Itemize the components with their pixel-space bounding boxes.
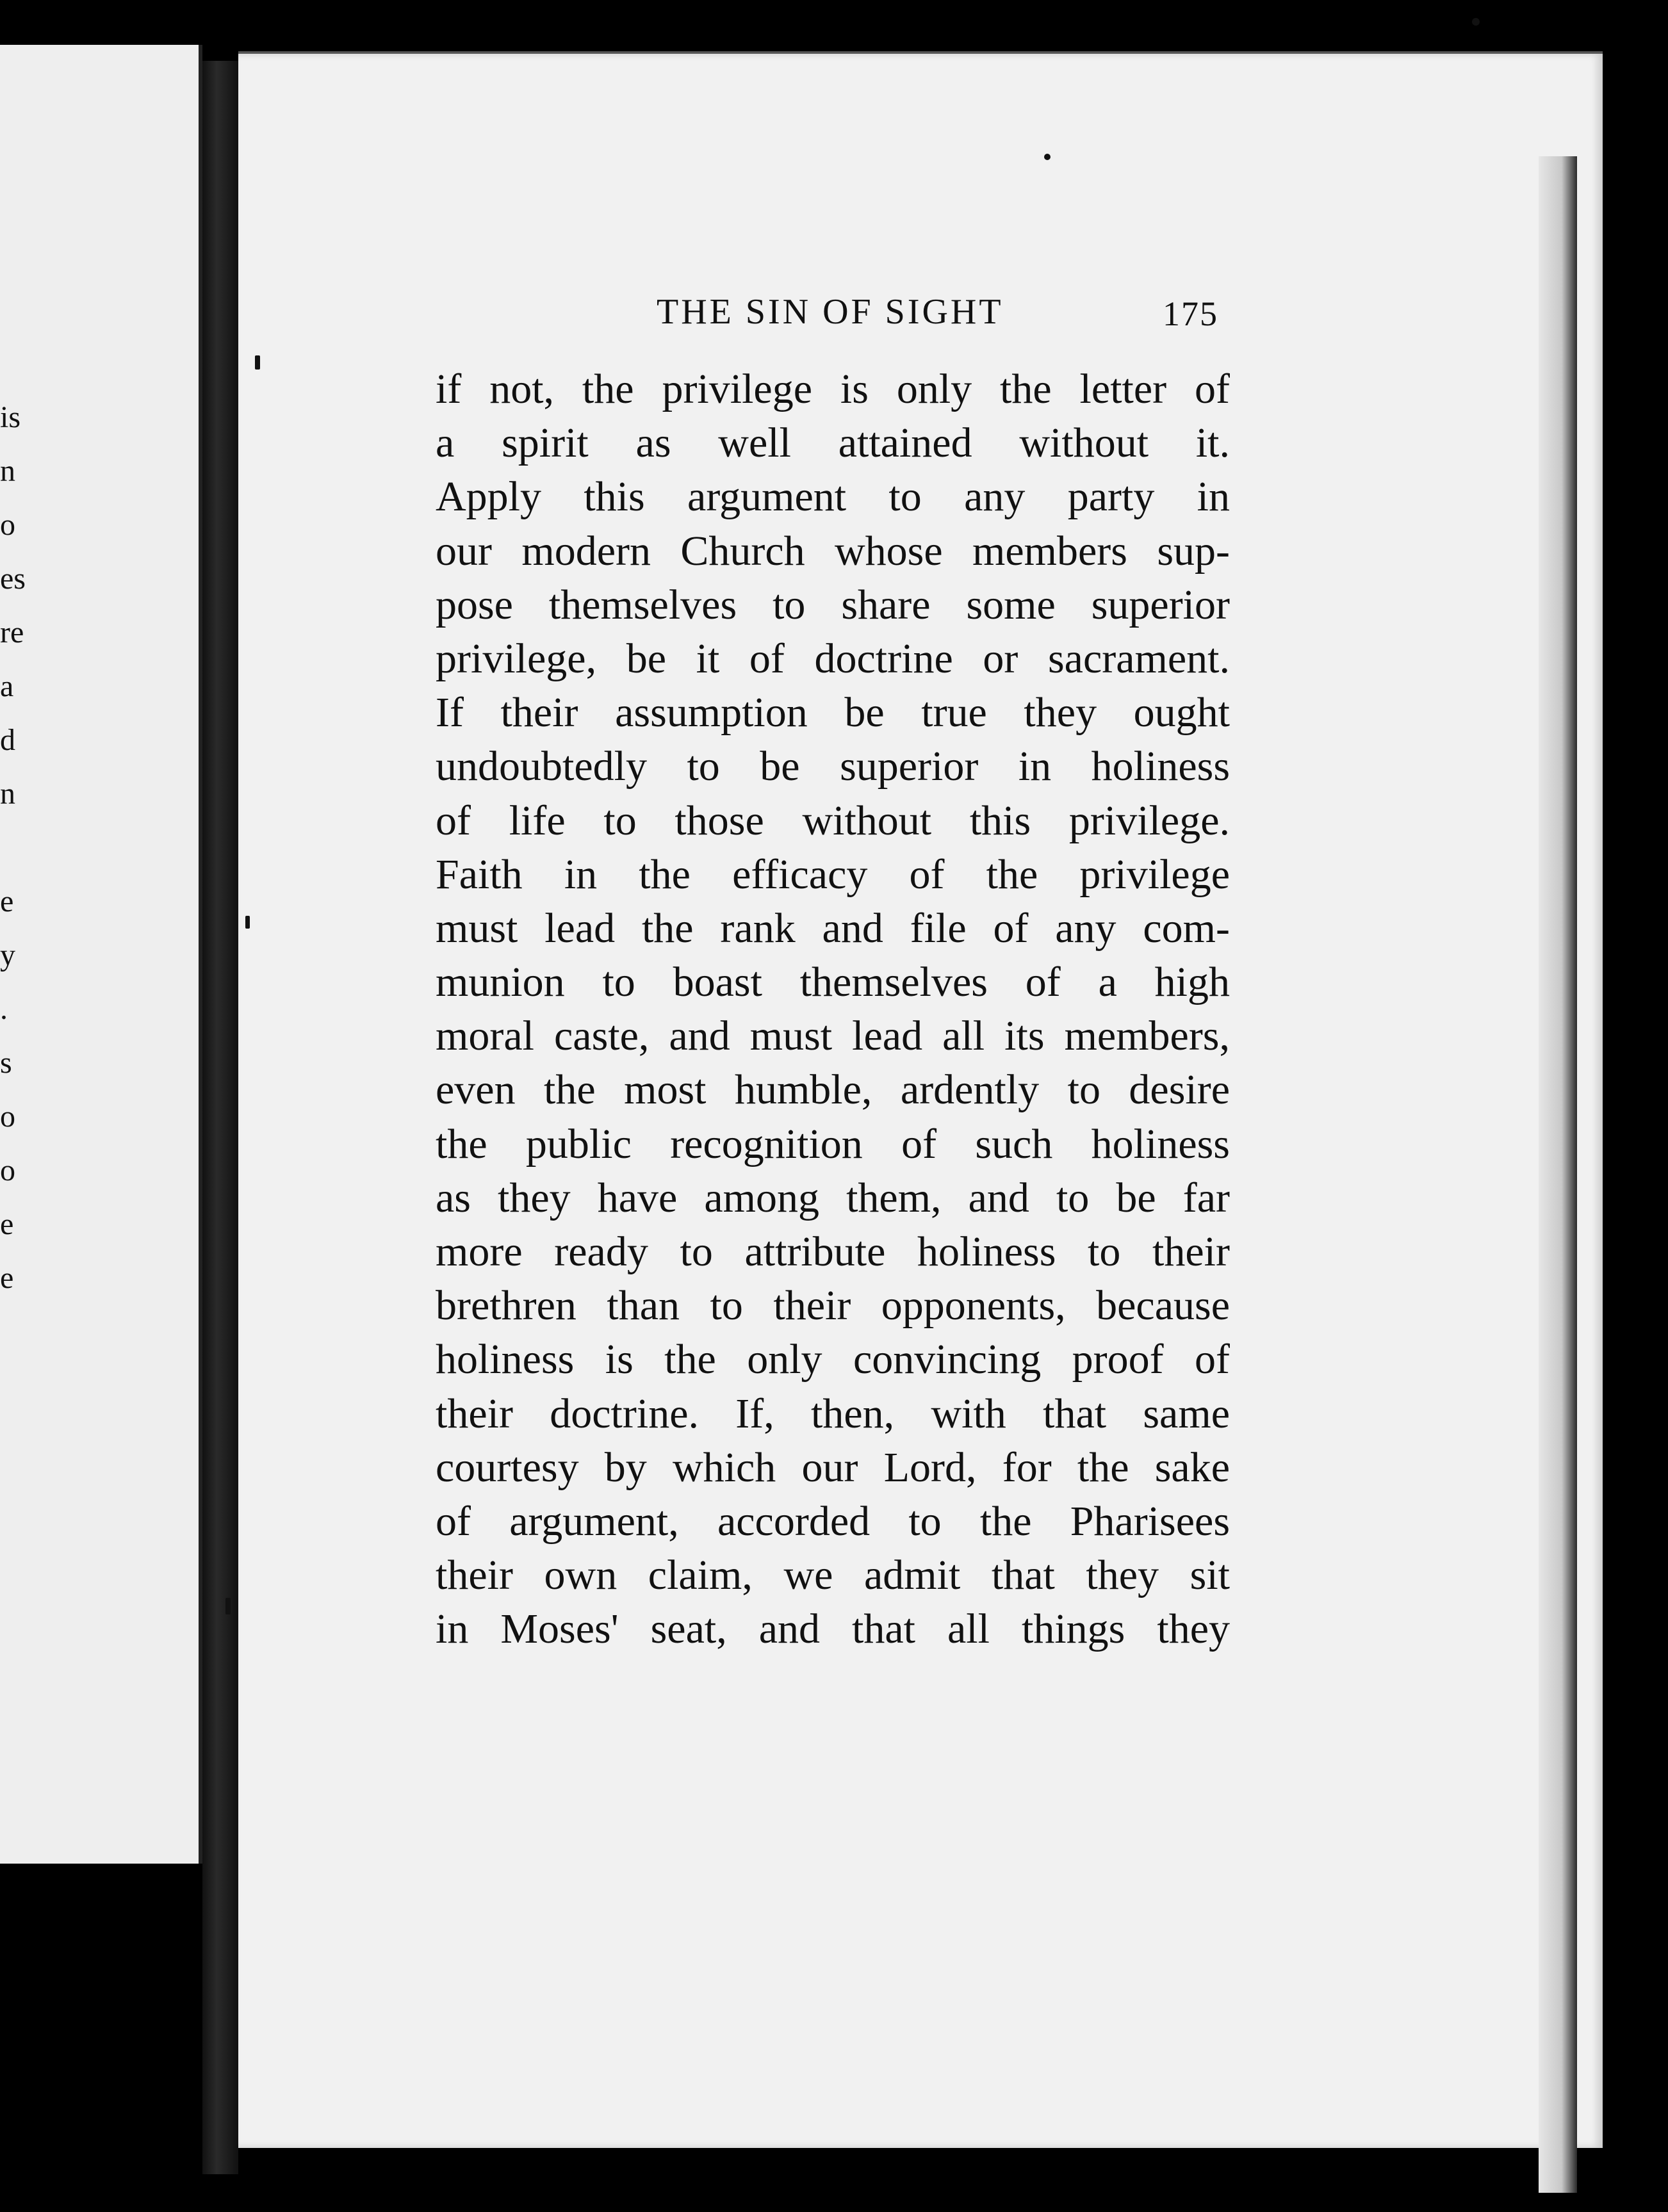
text-line: more ready to attribute holiness to their [436,1228,1230,1275]
left-fragment: es [0,562,26,596]
text-line: holiness is the only convincing proof of [436,1336,1230,1383]
left-fragment: o [0,1153,15,1187]
text-line: moral caste, and must lead all its members, [436,1012,1230,1060]
left-fragment: e [0,1207,14,1241]
ink-speck [255,355,260,370]
left-page-text-fragments [0,391,38,1305]
book-gutter [202,61,238,2174]
text-line: a spirit as well attained without it. [436,419,1230,467]
page-edge-shadow [1539,156,1577,2193]
text-line: of argument, accorded to the Pharisees [436,1497,1230,1545]
text-line: courtesy by which our Lord, for the sake [436,1443,1230,1491]
body-text [436,362,1230,1657]
text-line: Apply this argument to any party in [436,473,1230,521]
text-line: must lead the rank and file of any com- [436,904,1230,952]
ink-speck [1044,154,1051,160]
left-fragment: . [0,992,8,1026]
text-line: If their assumption be true they ought [436,689,1230,736]
left-fragment: o [0,508,15,542]
left-page [0,45,202,1864]
text-line: as they have among them, and to be far [436,1174,1230,1221]
text-line: even the most humble, ardently to desire [436,1066,1230,1114]
left-fragment: o [0,1100,15,1134]
page-header [657,291,1233,343]
left-fragment: d [0,723,15,757]
text-line: privilege, be it of doctrine or sacrament. [436,635,1230,682]
left-fragment [0,821,38,875]
text-line: pose themselves to share some superior [436,581,1230,628]
ink-speck [225,1598,231,1614]
text-line: in Moses' seat, and that all things they [436,1606,1230,1653]
text-line: their own claim, we admit that they sit [436,1552,1230,1599]
text-line: of life to those without this privilege. [436,797,1230,844]
page-number: 175 [1163,295,1218,333]
left-fragment: a [0,669,14,703]
text-line: brethren than to their opponents, because [436,1282,1230,1330]
left-fragment: n [0,777,15,811]
ink-speck [245,916,250,929]
left-fragment: is [0,400,21,434]
left-fragment: y [0,938,15,972]
text-line: undoubtedly to be superior in holiness [436,743,1230,790]
left-fragment: e [0,884,14,918]
text-line: Faith in the efficacy of the privilege [436,850,1230,898]
text-line: the public recognition of such holiness [436,1120,1230,1167]
text-line: munion to boast themselves of a high [436,959,1230,1006]
left-fragment: s [0,1046,12,1080]
left-fragment: e [0,1261,14,1295]
ink-speck [1472,18,1480,26]
text-line: if not, the privilege is only the letter of [436,366,1230,412]
running-title: THE SIN OF SIGHT [657,292,1004,332]
left-fragment: re [0,615,24,649]
text-line: our modern Church whose members sup- [436,527,1230,574]
left-fragment: n [0,454,15,488]
text-line: their doctrine. If, then, with that same [436,1390,1230,1437]
